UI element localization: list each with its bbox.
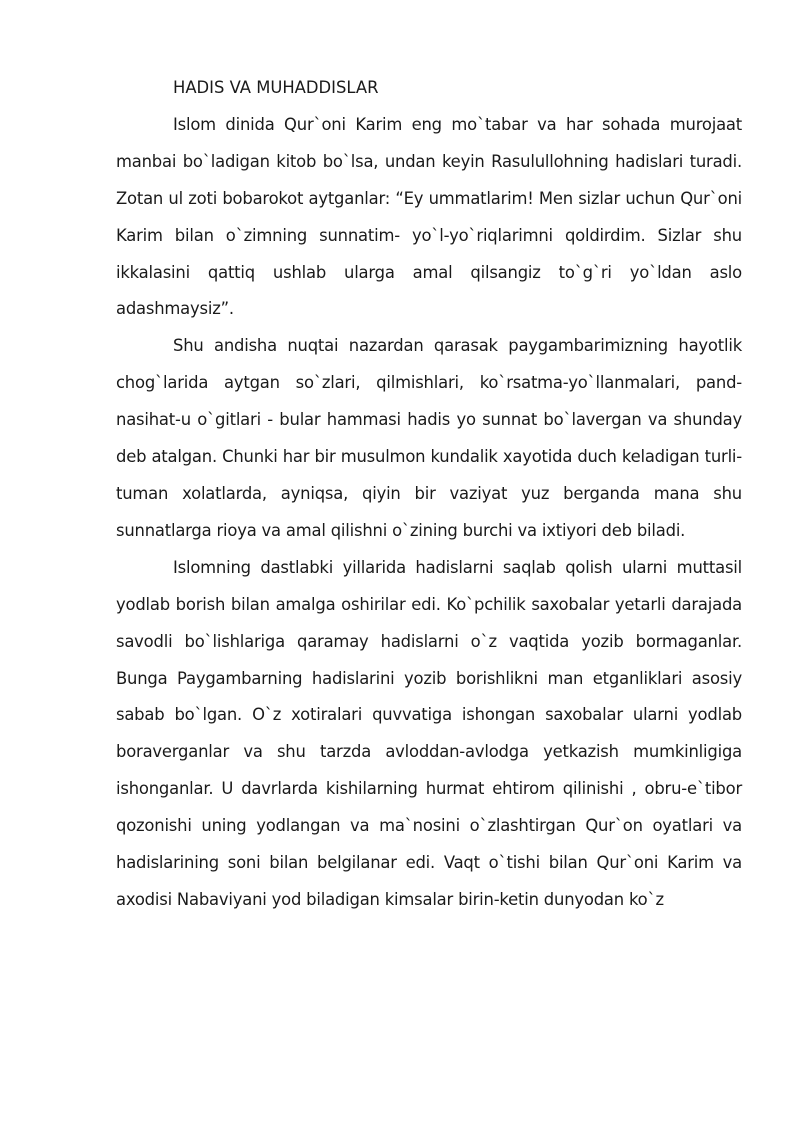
paragraph-2: Shu andisha nuqtai nazardan qarasak paygambarimizning hayotlik chog`larida aytgan so`zlari, qilmishlari, ko`rsatma-yo`llanmalari, pand-nasihat-u o`gitlari - bular hammasi hadis yo sunnat bo`lavergan va shunday deb atalgan. Chunki har bir musulmon kundalik xayotida duch keladigan turli-tuman xolatlarda, ayniqsa, qiyin bir vaziyat yuz berganda mana shu sunnatlarga rioya va amal qilishni o`zining burchi va ixtiyori deb biladi. (116, 336, 742, 540)
document-heading: HADIS VA MUHADDISLAR (173, 78, 379, 97)
paragraph-3: Islomning dastlabki yillarida hadislarni saqlab qolish ularni muttasil yodlab borish bilan amalga oshirilar edi. Ko`pchilik saxobalar yetarli darajada savodli bo`lishlariga qaramay hadislarni o`z vaqtida yozib bormaganlar. Bunga Paygambarning hadislarini yozib borishlikni man etganliklari asosiy sabab bo`lgan. O`z xotiralari quvvatiga ishongan saxobalar ularni yodlab boraverganlar va shu tarzda avloddan-avlodga yetkazish mumkinligiga ishonganlar. U davrlarda kishilarning hurmat ehtirom qilinishi , obru-e`tibor qozonishi uning yodlangan va ma`nosini o`zlashtirgan Qur`on oyatlari va hadislarining soni bilan belgilanar edi. Vaqt o`tishi bilan Qur`oni Karim va axodisi Nabaviyani yod biladigan kimsalar birin-ketin dunyodan ko`z (116, 557, 742, 909)
document-body (116, 70, 742, 919)
paragraph-1: Islom dinida Qur`oni Karim eng mo`tabar va har sohada murojaat manbai bo`ladigan kitob bo`lsa, undan keyin Rasulullohning hadislari turadi. Zotan ul zoti bobarokot aytganlar: “Ey ummatlarim! Men sizlar uchun Qur`oni Karim bilan o`zimning sunnatim- yo`l-yo`riqlarimni qoldirdim. Sizlar shu ikkalasini qattiq ushlab ularga amal qilsangiz to`g`ri yo`ldan aslo adashmaysiz”. (116, 114, 742, 319)
